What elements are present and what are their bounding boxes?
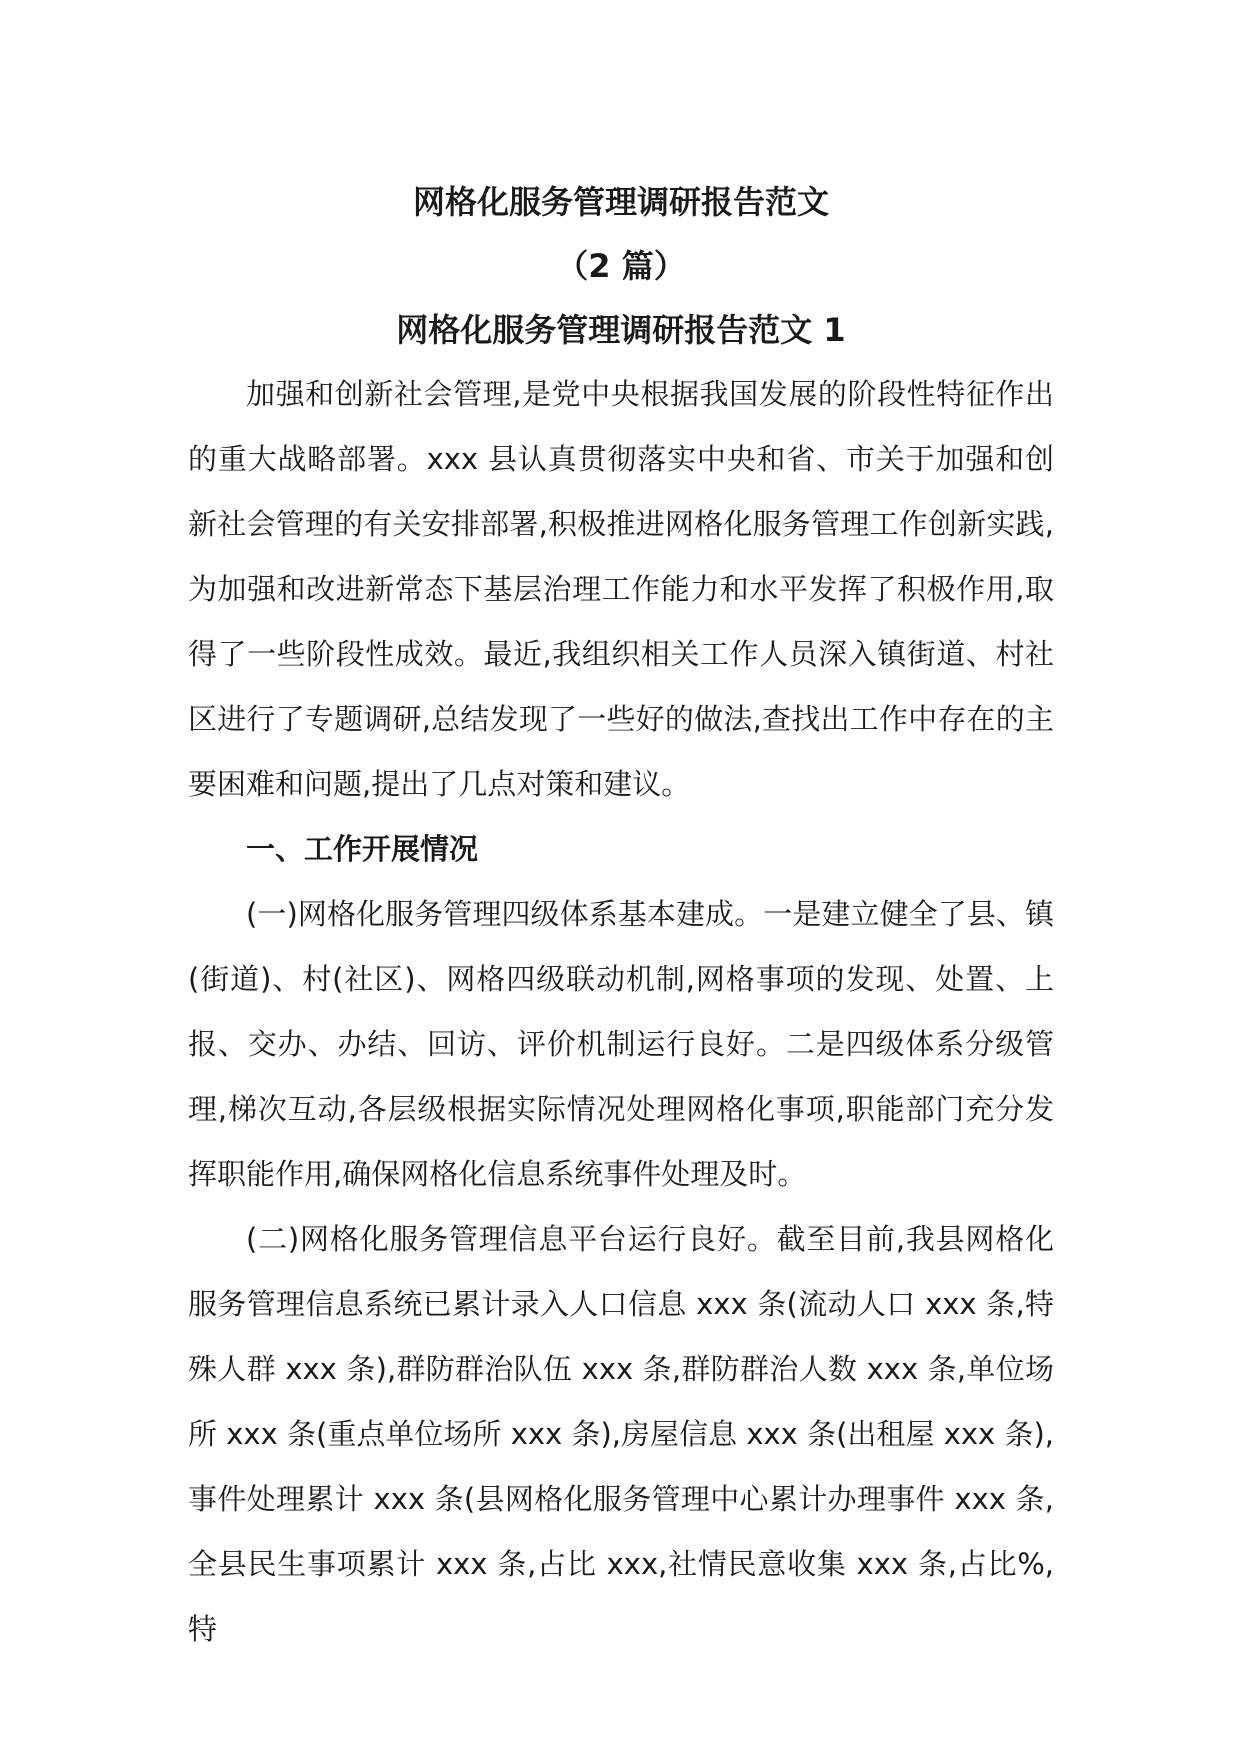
- intro-paragraph: 加强和创新社会管理,是党中央根据我国发展的阶段性特征作出的重大战略部署。xxx 县认真贯彻落实中央和省、市关于加强和创新社会管理的有关安排部署,积极推进网格化服务管理工作创新实践,为加强和改进新常态下基层治理工作能力和水平发挥了积极作用,取得了一些阶段性成效。最近,我组织相关工作人员深入镇街道、村社区进行了专题调研,总结发现了一些好的做法,查找出工作中存在的主要困难和问题,提出了几点对策和建议。: [188, 377, 1054, 801]
- document-title-count: （2 篇）: [556, 247, 686, 285]
- section-heading: 一、工作开展情况: [246, 832, 479, 866]
- document-title: 网格化服务管理调研报告范文: [412, 183, 829, 221]
- article-title: 网格化服务管理调研报告范文 1: [396, 311, 846, 349]
- body-paragraph: (二)网格化服务管理信息平台运行良好。截至目前,我县网格化服务管理信息系统已累计录入人口信息 xxx 条(流动人口 xxx 条,特殊人群 xxx 条),群防群治队伍 xxx 条,群防群治人数 xxx 条,单位场所 xxx 条(重点单位场所 xxx 条),房屋信息 xxx 条(出租屋 xxx 条),事件处理累计 xxx 条(县网格化服务管理中心累计办理事件 xxx 条,全县民生事项累计 xxx 条,占比 xxx,社情民意收集 xxx 条,占比%,特: [188, 1222, 1054, 1646]
- body-paragraph: (一)网格化服务管理四级体系基本建成。一是建立健全了县、镇(街道)、村(社区)、网格四级联动机制,网格事项的发现、处置、上报、交办、办结、回访、评价机制运行良好。二是四级体系分级管理,梯次互动,各层级根据实际情况处理网格化事项,职能部门充分发挥职能作用,确保网格化信息系统事件处理及时。: [188, 897, 1054, 1191]
- document-page: [188, 170, 1054, 1662]
